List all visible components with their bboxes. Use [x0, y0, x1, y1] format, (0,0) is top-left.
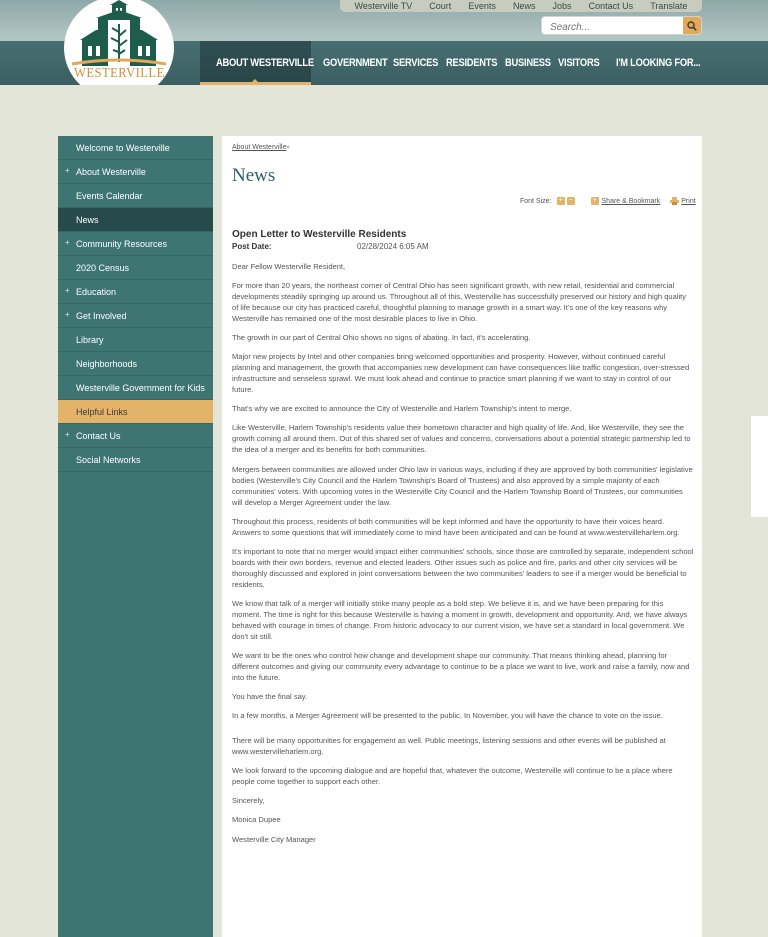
sidebar-item-label: Social Networks [76, 454, 141, 465]
sidebar-item-label: Neighborhoods [76, 358, 138, 369]
search-box [541, 16, 702, 35]
article-signature-title: Westerville City Manager [232, 834, 316, 844]
main-content [222, 136, 702, 937]
print-link[interactable]: Print [681, 197, 696, 205]
article-title: Open Letter to Westerville Residents [232, 229, 407, 240]
sidebar-item-label: News [76, 214, 99, 225]
sidebar-item-label: 2020 Census [76, 262, 130, 273]
sidebar-item-helpful-links[interactable] [58, 400, 213, 424]
share-icon: + [592, 197, 597, 204]
article-paragraph: The growth in our part of Central Ohio shows no signs of abating. In fact, it's accelerating. [232, 333, 531, 343]
nav-visitors[interactable]: VISITORS [558, 57, 600, 69]
sidebar-item-label: Events Calendar [76, 190, 143, 201]
sidebar-item-label: Community Resources [76, 238, 168, 249]
sidebar-item-label: About Westerville [76, 166, 146, 177]
sidebar-item-get-involved[interactable] [58, 304, 213, 328]
nav-im-looking-for[interactable]: I'M LOOKING FOR... [616, 57, 701, 69]
utility-nav [340, 0, 702, 12]
article-paragraph: Dear Fellow Westerville Resident, [232, 262, 346, 271]
post-date-value: 02/28/2024 6:05 AM [357, 242, 429, 251]
sidebar-item-label: Library [76, 334, 104, 345]
post-date-label: Post Date: [232, 242, 272, 251]
utility-link-westerville-tv[interactable]: Westerville TV [354, 0, 413, 11]
nav-business[interactable]: BUSINESS [505, 57, 551, 69]
sidebar-item-community-resources[interactable] [58, 232, 213, 256]
breadcrumb-separator: » [286, 144, 290, 151]
page-tools [520, 197, 696, 205]
sidebar-item-census[interactable] [58, 256, 213, 280]
article-paragraph: You have the final say. [232, 692, 308, 702]
article-paragraph: In a few months, a Merger Agreement will be presented to the public. In November, you will have the chance to vote on the issue. [232, 711, 663, 721]
utility-link-contact-us[interactable]: Contact Us [588, 0, 634, 11]
font-increase-button[interactable]: + [558, 197, 563, 204]
search-button[interactable] [683, 17, 701, 34]
article-paragraph: Throughout this process, residents of both communities will be kept informed and have the opportunity to have their voices heard. Answers to some questions that will immediately come to mind have been anticipated and can be found at www.westervilleharlem.org. [232, 516, 680, 537]
expand-icon[interactable]: + [65, 238, 70, 247]
sidebar-item-about[interactable] [58, 160, 213, 184]
sidebar-item-label: Helpful Links [76, 406, 128, 417]
sidebar-item-government-for-kids[interactable] [58, 376, 213, 400]
utility-link-translate[interactable]: Translate [650, 0, 688, 11]
article-paragraph: Mergers between communities are allowed under Ohio law in various ways, including if they are approved by both communities' legislative bodies (Westerville's City Council and the Harlem Township's Board of Trustees) and also approved by a simple majority of each communities' voters. With upcoming votes in the Westerville City Council and the Harlem Township Board of Trustees, our communities will develop a Merger Agreement under the law. [232, 464, 693, 507]
article-paragraph: We want to be the ones who control how change and development shape our community. That means thinking ahead, planning for different outcomes and giving our community every advantage to continue to be a place we want to live, work and raise a family, now and into the future. [232, 650, 690, 682]
sidebar-item-contact-us[interactable] [58, 424, 213, 448]
utility-link-jobs[interactable]: Jobs [552, 0, 572, 11]
sidebar-item-social-networks[interactable] [58, 448, 213, 472]
share-bookmark-link[interactable]: Share & Bookmark [601, 197, 661, 205]
nav-government[interactable]: GOVERNMENT [323, 57, 388, 69]
expand-icon[interactable]: + [65, 286, 70, 295]
sidebar-item-label: Westerville Government for Kids [76, 382, 205, 393]
sidebar-item-label: Contact Us [76, 430, 121, 441]
nav-services[interactable]: SERVICES [393, 57, 439, 69]
sidebar-item-library[interactable] [58, 328, 213, 352]
article-signature-name: Monica Dupee [232, 815, 281, 825]
sidebar-item-neighborhoods[interactable] [58, 352, 213, 376]
sidebar-item-events[interactable] [58, 184, 213, 208]
sidebar-item-label: Education [76, 286, 117, 297]
page-title: News [232, 165, 276, 186]
expand-icon[interactable]: + [65, 430, 70, 439]
search-input[interactable] [542, 19, 680, 35]
utility-link-news[interactable]: News [512, 0, 536, 11]
font-size-label: Font Size: [520, 197, 552, 205]
sidebar-item-education[interactable] [58, 280, 213, 304]
article-body [232, 261, 694, 853]
article-paragraph: That's why we are excited to announce the City of Westerville and Harlem Township's intent to merge. [232, 404, 572, 414]
logo-text: WESTERVILLE [74, 66, 165, 81]
article-paragraph: Major new projects by Intel and other companies bring welcomed opportunities and prosperity. However, without continued careful planning and management, the growth that accompanies new development can have consequences like traffic congestion, over-stressed infrastructure and senseless sprawl. We must look ahead and continue to practice smart planning if we want to stay in control of our future. [232, 352, 690, 395]
side-widget [751, 416, 768, 517]
utility-link-court[interactable]: Court [429, 0, 452, 11]
print-icon [670, 197, 679, 205]
article-paragraph: Like Westerville, Harlem Township's residents value their hometown character and high quality of life. And, like Westerville, they see the growth coming all around them. Out of this shared set of values and concerns, conversations about a potential strategic partnership led to the idea of a merger and its benefits for both communities. [232, 423, 691, 455]
article-paragraph: It's important to note that no merger would impact either communities' schools, since those are controlled by separate, independent school boards with their own borders, revenue and elected leaders. Other issues such as police and fire, parks and other city services will be thoroughly discussed and explored in joint conversations between the two communities' leaders to see if a merger would be beneficial to residents. [232, 546, 694, 589]
nav-residents[interactable]: RESIDENTS [446, 57, 498, 69]
search-icon [687, 21, 697, 31]
article-paragraph: We know that talk of a merger will initially strike many people as a bold step. We believe it is, and we have been preparing for this moment. The time is right for this because Westerville is having a moment in growth, development and opportunity. And, we have always behaved with courage in times of change. From historic advocacy to our current vision, we have set a standard in local government. We don't sit still. [232, 598, 688, 641]
expand-icon[interactable]: + [65, 310, 70, 319]
sidebar-nav [58, 136, 213, 937]
sidebar-item-label: Welcome to Westerville [76, 142, 170, 153]
sidebar-item-welcome[interactable] [58, 136, 213, 160]
article-paragraph: For more than 20 years, the northeast corner of Central Ohio has seen significant growth, with new retail, residential and commercial developments steadily springing up around us. Throughout all of this, Westerville has successfully preserved our history and high quality of life because our city has practiced careful, thoughtful planning to manage growth in a smart way. It's one of the key reasons why Westerville has remained one of the most desirable places to live in Ohio. [232, 281, 687, 324]
nav-about-westerville[interactable]: ABOUT WESTERVILLE [216, 57, 314, 69]
article-paragraph: There will be many opportunities for engagement as well. Public meetings, listening sessions and other events will be published at www.westervilleharlem.org. [232, 736, 666, 757]
sidebar-item-news[interactable] [58, 208, 213, 232]
article-paragraph: We look forward to the upcoming dialogue and are hopeful that, whatever the outcome, Westerville will continue to be a place where people come together to support each other. [232, 766, 673, 787]
expand-icon[interactable]: + [65, 166, 70, 175]
sidebar-item-label: Get Involved [76, 310, 127, 321]
article-closing: Sincerely, [232, 796, 265, 806]
breadcrumb-link[interactable]: About Westerville [232, 144, 287, 151]
utility-link-events[interactable]: Events [468, 0, 496, 11]
font-decrease-button[interactable]: − [568, 197, 573, 204]
